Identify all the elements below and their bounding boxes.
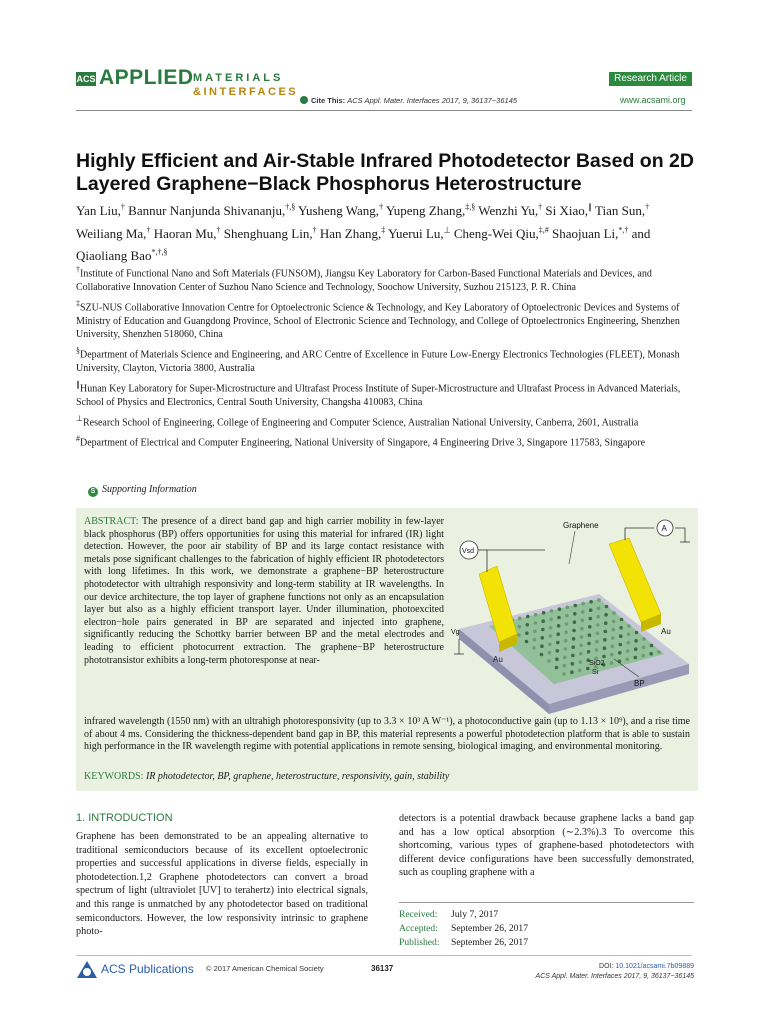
lattice-atom <box>526 623 530 627</box>
logo-interfaces: &INTERFACES <box>193 86 299 98</box>
logo-applied: APPLIED <box>99 66 194 89</box>
publication-dates <box>399 902 694 950</box>
lattice-atom <box>564 631 568 635</box>
author-name: Bannur Nanjunda Shivananju, <box>128 203 286 219</box>
label-sio2: SiO2 <box>589 660 605 667</box>
lattice-atom <box>571 662 575 666</box>
lattice-atom <box>589 608 593 612</box>
journal-logo <box>76 66 299 102</box>
label-bp: BP <box>634 679 645 688</box>
lattice-atom <box>579 652 583 656</box>
date-value: September 26, 2017 <box>451 937 529 948</box>
label-au-left: Au <box>493 655 503 664</box>
lattice-atom <box>649 652 653 656</box>
site-url-link[interactable]: www.acsami.org <box>620 95 686 105</box>
lattice-atom <box>563 664 567 668</box>
author-affiliation-mark: † <box>312 225 317 235</box>
lattice-atom <box>604 613 608 617</box>
author[interactable] <box>388 226 451 241</box>
footer-divider <box>76 955 692 956</box>
lattice-atom <box>540 644 544 648</box>
date-value: July 7, 2017 <box>451 909 499 920</box>
abstract-body-wide: infrared wavelength (1550 nm) with an ultrahigh photoresponsivity (up to 3.3 × 10³ A W⁻¹), a photoconductive gain (up to 1.13 × 10⁹), and a rise time of about 4 ms. Considering the thickness-dependent band gap in BP, this material represents a powerful photodetection platform that is able to sustain high performance in the IR wavelength regime with potential applications in remote sensing, biological imaging, and environmental monitoring. <box>84 716 690 753</box>
lattice-atom <box>565 614 569 618</box>
lattice-atom <box>581 619 585 623</box>
lattice-atom <box>549 618 553 622</box>
logo-materials: MATERIALS <box>193 72 284 84</box>
lattice-atom <box>605 605 609 609</box>
author-affiliation-mark: † <box>645 203 650 212</box>
lattice-atom <box>525 640 529 644</box>
lattice-atom <box>562 672 566 676</box>
lattice-atom <box>547 659 551 663</box>
lattice-atom <box>518 617 522 621</box>
lattice-atom <box>557 616 561 620</box>
doi-label: DOI: <box>599 963 614 970</box>
author[interactable] <box>224 226 317 241</box>
lattice-atom <box>532 646 536 650</box>
lattice-atom <box>581 610 585 614</box>
lattice-atom <box>626 641 630 645</box>
body-column-right: detectors is a potential drawback because graphene lacks a band gap and has a low optical absorption (∼2.3%).3 To overcome this shortcoming, various types of graphene-based photodetectors with different device configurations have been successfully demonstrated, such as coupling graphene with a <box>399 813 694 879</box>
affiliation <box>76 412 698 430</box>
author-name: Si Xiao, <box>545 203 589 219</box>
lattice-atom <box>556 641 560 645</box>
date-row <box>399 908 694 922</box>
author-affiliation-mark: † <box>379 203 384 212</box>
doi-link[interactable]: 10.1021/acsami.7b09889 <box>615 963 694 970</box>
lattice-atom <box>572 637 576 641</box>
lattice-atom <box>557 624 561 628</box>
lattice-atom <box>526 615 530 619</box>
author[interactable] <box>154 226 221 241</box>
author[interactable] <box>76 226 150 241</box>
lattice-atom <box>634 639 638 643</box>
lattice-atom <box>619 626 623 630</box>
lattice-atom <box>587 642 591 646</box>
acs-logo-box: ACS <box>76 74 96 84</box>
date-row <box>399 936 694 950</box>
cite-icon <box>300 96 308 104</box>
lattice-atom <box>580 627 584 631</box>
label-si: Si <box>592 669 599 676</box>
affiliation-mark: † <box>76 265 80 274</box>
affiliation-text: Institute of Functional Nano and Soft Materials (FUNSOM), Jiangsu Key Laboratory for Carbon-Based Functional Materials and Devices, and Collaborative Innovation Center of Suzhou Nano Science and Technology, Soochow University, Suzhou 215123, P. R. China <box>76 268 652 293</box>
lattice-atom <box>596 632 600 636</box>
lattice-atom <box>604 630 608 634</box>
lattice-atom <box>566 606 570 610</box>
lattice-atom <box>548 651 552 655</box>
lattice-atom <box>579 644 583 648</box>
lattice-atom <box>542 611 546 615</box>
abstract-label: ABSTRACT: <box>84 516 139 527</box>
author[interactable] <box>552 226 628 241</box>
header-divider <box>76 110 692 111</box>
wire-right-ground <box>675 528 685 542</box>
lattice-atom <box>597 607 601 611</box>
lattice-atom <box>626 649 630 653</box>
author[interactable] <box>545 203 592 218</box>
device-schematic-figure <box>449 514 693 714</box>
publisher-name: ACS Publications <box>101 962 194 976</box>
author[interactable] <box>478 203 542 218</box>
lattice-atom <box>555 657 559 661</box>
lattice-atom <box>619 643 623 647</box>
lattice-atom <box>612 611 616 615</box>
label-vsd: Vsd <box>462 548 475 555</box>
author-name: Yuerui Lu, <box>388 225 444 241</box>
lattice-atom <box>581 602 585 606</box>
lattice-atom <box>564 647 568 651</box>
affiliation-text: Department of Electrical and Computer Engineering, National University of Singapore, 4 Engineering Drive 3, Singapore 117583, Singapore <box>80 437 646 449</box>
lattice-atom <box>518 625 522 629</box>
supporting-info-icon: S <box>88 487 98 497</box>
author-name: Shenghuang Lin, <box>223 225 313 241</box>
lattice-atom <box>595 648 599 652</box>
author[interactable] <box>298 203 383 218</box>
abstract-body-narrow: The presence of a direct band gap and high carrier mobility in few-layer black phosphorus (BP) offers opportunities for using this material for infrared (IR) light detection. However, the poor air stability of BP and its large contact resistance with metals pose significant challenges to the fabrication of highly efficient IR photodetectors with long lifetimes. In this work, we demonstrate a graphene−BP heterostructure photodetector with ultrahigh responsivity and long-term stability at IR wavelengths. In our device architecture, the top layer of graphene functions not only as an encapsulation layer but also as a highly efficient transport layer. Under illumination, photoexcited electron−hole pairs generated in BP are separated and injected into graphene, significantly reducing the Schottky barrier between BP and the metal electrodes and leading to efficient photocurrent extraction. The graphene−BP heterostructure phototransistor exhibits a long-term photoresponse at near- <box>84 516 444 666</box>
date-value: September 26, 2017 <box>451 923 529 934</box>
lattice-atom <box>540 653 544 657</box>
author-name: Haoran Mu, <box>153 225 217 241</box>
cite-label: Cite This: <box>311 96 346 105</box>
author-affiliation-mark: *,† <box>618 225 629 235</box>
lattice-atom <box>619 634 623 638</box>
lattice-atom <box>549 626 553 630</box>
page-number: 36137 <box>371 964 394 973</box>
supporting-info-label: Supporting Information <box>102 484 197 495</box>
lattice-atom <box>533 630 537 634</box>
lattice-atom <box>610 661 614 665</box>
lattice-atom <box>555 666 559 670</box>
author[interactable] <box>76 203 125 218</box>
lattice-atom <box>620 618 624 622</box>
author-name: Wenzhi Yu, <box>478 203 539 219</box>
label-ammeter: A <box>661 524 667 533</box>
author[interactable] <box>320 226 385 241</box>
lattice-atom <box>556 632 560 636</box>
lattice-atom <box>642 637 646 641</box>
lattice-atom <box>550 609 554 613</box>
lattice-atom <box>525 631 529 635</box>
section-heading-introduction: 1. INTRODUCTION <box>76 812 173 824</box>
lattice-atom <box>541 636 545 640</box>
lattice-atom <box>571 645 575 649</box>
lattice-atom <box>604 621 608 625</box>
lattice-atom <box>603 646 607 650</box>
affiliation <box>76 297 698 342</box>
abstract-text-narrow <box>84 516 444 667</box>
label-au-right: Au <box>661 627 671 636</box>
affiliation-text: Department of Materials Science and Engineering, and ARC Centre of Excellence in Future Low-Energy Electronics Technologies (FLEET), Monash University, Clayton, Victoria 3800, Australia <box>76 349 680 374</box>
affiliation <box>76 378 698 409</box>
lattice-atom <box>634 656 638 660</box>
author-name: Yan Liu, <box>76 203 121 219</box>
lattice-atom <box>549 634 553 638</box>
lattice-atom <box>586 667 590 671</box>
lattice-atom <box>611 645 615 649</box>
abstract-box <box>76 508 698 791</box>
lattice-atom <box>589 617 593 621</box>
author-name: and Qiaoliang Bao <box>76 225 651 263</box>
copyright-notice: © 2017 American Chemical Society <box>206 964 324 973</box>
cite-text: ACS Appl. Mater. Interfaces 2017, 9, 36137−36145 <box>347 96 518 105</box>
lattice-atom <box>611 636 615 640</box>
lattice-atom <box>580 635 584 639</box>
supporting-information-link[interactable] <box>88 484 197 497</box>
date-row <box>399 922 694 936</box>
lattice-atom <box>573 620 577 624</box>
lattice-atom <box>571 654 575 658</box>
lattice-atom <box>657 650 661 654</box>
journal-reference: ACS Appl. Mater. Interfaces 2017, 9, 36137−36145 <box>535 973 694 980</box>
lattice-atom <box>570 670 574 674</box>
author[interactable] <box>454 226 549 241</box>
lattice-atom <box>578 669 582 673</box>
lattice-atom <box>574 604 578 608</box>
date-label: Published: <box>399 937 440 948</box>
title-line-2: Layered Graphene−Black Phosphorus Heterostructure <box>76 173 582 195</box>
author-affiliation-mark: † <box>216 225 221 235</box>
lattice-atom <box>548 643 552 647</box>
affiliation-mark: ⊥ <box>76 413 83 423</box>
lattice-atom <box>611 628 615 632</box>
label-vg: Vg <box>451 629 460 636</box>
lattice-atom <box>534 621 538 625</box>
affiliation-mark: § <box>76 346 80 356</box>
author-affiliation-mark: † <box>538 203 543 212</box>
author-name: Han Zhang, <box>319 225 382 241</box>
author[interactable] <box>595 203 649 218</box>
affiliation-list <box>76 263 698 452</box>
author-name: Yupeng Zhang, <box>385 203 466 219</box>
author-affiliation-mark: ‡,# <box>538 225 549 235</box>
author-name: Tian Sun, <box>595 203 646 219</box>
lattice-atom <box>589 600 593 604</box>
lattice-atom <box>579 660 583 664</box>
lattice-atom <box>610 653 614 657</box>
lattice-atom <box>573 612 577 616</box>
lattice-atom <box>596 623 600 627</box>
body-column-left: Graphene has been demonstrated to be an appealing alternative to traditional semiconductors because of its excellent optoelectronic properties and successful applications in diverse fields, especially in photodetection.1,2 Graphene photodetectors can convert a broad spectrum of light (ultraviolet [UV] to terahertz) into electrical signals, and this range is unmatched by any photodetector based on traditional semiconductors. However, the low responsivity intrinsic to graphene photo- <box>76 831 368 938</box>
lattice-atom <box>541 619 545 623</box>
lattice-atom <box>634 647 638 651</box>
affiliation <box>76 432 698 450</box>
title-line-1: Highly Efficient and Air-Stable Infrared Photodetector Based on 2D <box>76 150 694 172</box>
keywords-label: KEYWORDS: <box>84 771 144 782</box>
keywords-line <box>84 771 690 782</box>
lattice-atom <box>533 638 537 642</box>
lattice-atom <box>627 624 631 628</box>
author-name: Shaojuan Li, <box>551 225 619 241</box>
acs-publications-icon <box>76 960 98 980</box>
lattice-atom <box>650 644 654 648</box>
lattice-atom <box>626 658 630 662</box>
lattice-atom <box>541 628 545 632</box>
doi-block <box>500 962 694 982</box>
lattice-atom <box>635 631 639 635</box>
lattice-atom <box>558 607 562 611</box>
author-name: Cheng-Wei Qiu, <box>453 225 539 241</box>
author-affiliation-mark: ‡,§ <box>465 203 476 212</box>
lattice-atom <box>556 649 560 653</box>
lattice-atom <box>642 646 646 650</box>
author-name: Yusheng Wang, <box>298 203 380 219</box>
graphene-pointer <box>569 531 575 564</box>
lattice-atom <box>618 659 622 663</box>
author[interactable] <box>386 203 475 218</box>
author-name: Weiliang Ma, <box>76 225 147 241</box>
affiliation <box>76 263 698 294</box>
affiliation-text: SZU-NUS Collaborative Innovation Centre for Optoelectronic Science & Technology, and Key Laboratory of Optoelectronic Devices and Systems of Ministry of Education and Guangdong Province, School of Electronic Science and Technology, and College of Optoelectronics Engineering, Shenzhen University, Shenzhen 518060, China <box>76 302 680 341</box>
affiliation-text: Hunan Key Laboratory for Super-Microstructure and Ultrafast Process Institute of Super-Microstructure and Ultrafast Process in Advanced Materials, School of Physics and Electronics, Central South University, Changsha 410083, China <box>76 383 681 408</box>
lattice-atom <box>563 656 567 660</box>
lattice-atom <box>597 598 601 602</box>
lattice-atom <box>587 650 591 654</box>
lattice-atom <box>612 620 616 624</box>
lattice-atom <box>618 651 622 655</box>
author-affiliation-mark: †,§ <box>285 203 296 212</box>
acs-publications-logo[interactable] <box>76 960 196 980</box>
author-affiliation-mark: ‡ <box>381 225 386 235</box>
lattice-atom <box>565 622 569 626</box>
article-type-badge: Research Article <box>609 72 692 86</box>
affiliation-mark: # <box>76 434 80 444</box>
lattice-atom <box>564 639 568 643</box>
article-title <box>76 150 716 196</box>
lattice-atom <box>595 640 599 644</box>
author-affiliation-mark: *,†,§ <box>151 247 168 257</box>
affiliation-mark: ‡ <box>76 298 80 308</box>
lattice-atom <box>572 629 576 633</box>
lattice-atom <box>534 613 538 617</box>
lattice-atom <box>603 638 607 642</box>
date-label: Received: <box>399 909 438 920</box>
affiliation-mark: ∥ <box>76 379 80 389</box>
author-affiliation-mark: † <box>146 225 151 235</box>
lattice-atom <box>596 615 600 619</box>
lattice-atom <box>588 633 592 637</box>
author-affiliation-mark: † <box>120 203 125 212</box>
lattice-atom <box>627 633 631 637</box>
author-affiliation-mark: ⊥ <box>443 225 451 235</box>
keywords-text: IR photodetector, BP, graphene, heterostructure, responsivity, gain, stability <box>145 771 450 782</box>
lattice-atom <box>517 633 521 637</box>
author-list <box>76 198 698 265</box>
lattice-atom <box>641 654 645 658</box>
date-label: Accepted: <box>399 923 438 934</box>
label-graphene: Graphene <box>563 521 599 530</box>
author[interactable] <box>128 203 295 218</box>
lattice-atom <box>602 655 606 659</box>
cite-line[interactable] <box>300 96 517 105</box>
author-affiliation-mark: ∥ <box>588 203 593 212</box>
affiliation-text: Research School of Engineering, College of Engineering and Computer Science, Australian National University, Canberra, 2601, Australia <box>82 417 639 429</box>
affiliation <box>76 344 698 375</box>
lattice-atom <box>588 625 592 629</box>
